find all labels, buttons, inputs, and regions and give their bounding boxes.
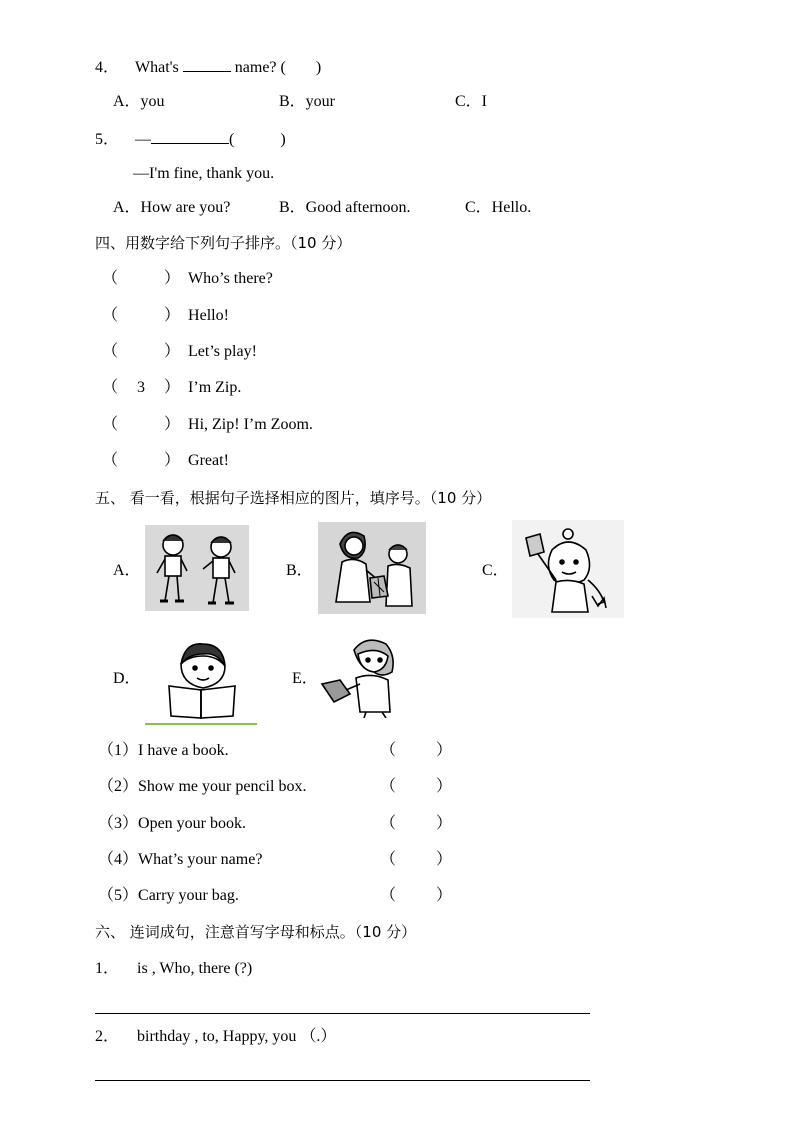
dash: — xyxy=(135,131,152,148)
question-text-pre: What's xyxy=(135,59,179,76)
picture-label-c: C． xyxy=(482,562,509,579)
paren-open: （ xyxy=(102,452,119,469)
answer-paren[interactable] xyxy=(380,850,452,870)
item-number: 1． xyxy=(95,960,120,977)
two-boys-picture xyxy=(145,525,249,611)
paren-close: ） xyxy=(436,887,453,904)
girl-with-bag-picture xyxy=(316,632,404,718)
paren-close: ） xyxy=(164,270,181,287)
answer-paren[interactable] xyxy=(380,814,452,834)
picture-label-e: E． xyxy=(292,670,318,687)
sentence-text: Let’s play! xyxy=(188,343,257,360)
item-sentence: What’s your name? xyxy=(138,851,263,868)
answer-paren-close: ) xyxy=(315,59,322,76)
question-number: 5． xyxy=(95,131,120,148)
paren-open: （ xyxy=(380,851,397,868)
ordering-row xyxy=(102,269,273,289)
question-5 xyxy=(95,129,286,150)
matching-item xyxy=(98,850,262,870)
ordering-row xyxy=(102,306,229,326)
paren-close: ） xyxy=(164,343,181,360)
answer-paren[interactable] xyxy=(380,777,452,797)
paren-open: （ xyxy=(380,778,397,795)
option-b[interactable]: B．your xyxy=(279,93,336,110)
paren-close: ） xyxy=(164,416,181,433)
option-c[interactable]: C．Hello. xyxy=(465,199,532,216)
question-text-post: name? ( xyxy=(234,59,286,76)
ordering-row xyxy=(102,415,313,435)
paren-close: ） xyxy=(164,379,181,396)
item-number: （5） xyxy=(98,887,139,904)
section-5-title: 五、 看一看，根据句子选择相应的图片，填序号。（10 分） xyxy=(95,489,492,507)
sentence-text: I’m Zip. xyxy=(188,379,242,396)
section-6-title: 六、 连词成句，注意首写字母和标点。（10 分） xyxy=(95,923,417,941)
section-4-title: 四、用数字给下列句子排序。（10 分） xyxy=(95,234,352,252)
item-number: （2） xyxy=(98,778,139,795)
picture-label-d: D． xyxy=(113,670,141,687)
item-sentence: Carry your bag. xyxy=(138,887,239,904)
answer-blank[interactable] xyxy=(183,57,231,72)
picture-label-b: B． xyxy=(286,562,313,579)
answer-paren[interactable] xyxy=(380,741,452,761)
girl-holding-card-picture xyxy=(512,520,624,618)
sentence-item-1 xyxy=(95,959,252,979)
paren-close: ） xyxy=(164,307,181,324)
option-a[interactable]: A．How are you? xyxy=(113,199,231,216)
answer-line-2[interactable] xyxy=(95,1080,590,1081)
item-number: （4） xyxy=(98,851,139,868)
paren-open: （ xyxy=(380,815,397,832)
boy-reading-book-picture xyxy=(145,638,257,728)
paren-open: （ xyxy=(380,742,397,759)
paren-close: ） xyxy=(436,815,453,832)
sentence-text: Great! xyxy=(188,452,229,469)
sentence-text: Who’s there? xyxy=(188,270,273,287)
item-words: birthday , to, Happy, you （.） xyxy=(137,1028,337,1045)
item-number: （1） xyxy=(98,742,139,759)
sentence-text: Hello! xyxy=(188,307,229,324)
paren-open: （ xyxy=(102,379,119,396)
option-b[interactable]: B．Good afternoon. xyxy=(279,199,411,216)
item-sentence: Show me your pencil box. xyxy=(138,778,307,795)
paren-close: ） xyxy=(164,452,181,469)
matching-item xyxy=(98,777,306,797)
answer-blank[interactable] xyxy=(151,129,229,144)
item-number: 2． xyxy=(95,1028,120,1045)
item-sentence: Open your book. xyxy=(138,815,246,832)
paren-open: （ xyxy=(102,416,119,433)
woman-and-boy-picture xyxy=(318,522,426,614)
paren-close: ） xyxy=(436,851,453,868)
answer-paren-open: ( xyxy=(229,131,235,148)
matching-item xyxy=(98,814,246,834)
item-sentence: I have a book. xyxy=(138,742,229,759)
item-words: is , Who, there (?) xyxy=(137,960,253,977)
paren-open: （ xyxy=(380,887,397,904)
paren-open: （ xyxy=(102,270,119,287)
picture-label-a: A． xyxy=(113,562,141,579)
paren-close: ） xyxy=(436,778,453,795)
question-number: 4． xyxy=(95,59,120,76)
order-answer[interactable]: 3 xyxy=(137,379,146,396)
option-a[interactable]: A．you xyxy=(113,93,165,110)
matching-item xyxy=(98,741,229,761)
sentence-text: Hi, Zip! I’m Zoom. xyxy=(188,416,313,433)
paren-open: （ xyxy=(102,307,119,324)
paren-open: （ xyxy=(102,343,119,360)
paren-close: ） xyxy=(436,742,453,759)
ordering-row xyxy=(102,451,229,471)
reply-text: —I'm fine, thank you. xyxy=(133,165,275,182)
ordering-row xyxy=(102,378,241,398)
sentence-item-2 xyxy=(95,1027,336,1047)
answer-line-1[interactable] xyxy=(95,1013,590,1014)
option-c[interactable]: C．I xyxy=(455,93,488,110)
answer-paren[interactable] xyxy=(380,886,452,906)
item-number: （3） xyxy=(98,815,139,832)
answer-paren-close: ) xyxy=(280,131,286,148)
matching-item xyxy=(98,886,239,906)
question-4 xyxy=(95,57,321,78)
ordering-row xyxy=(102,342,257,362)
